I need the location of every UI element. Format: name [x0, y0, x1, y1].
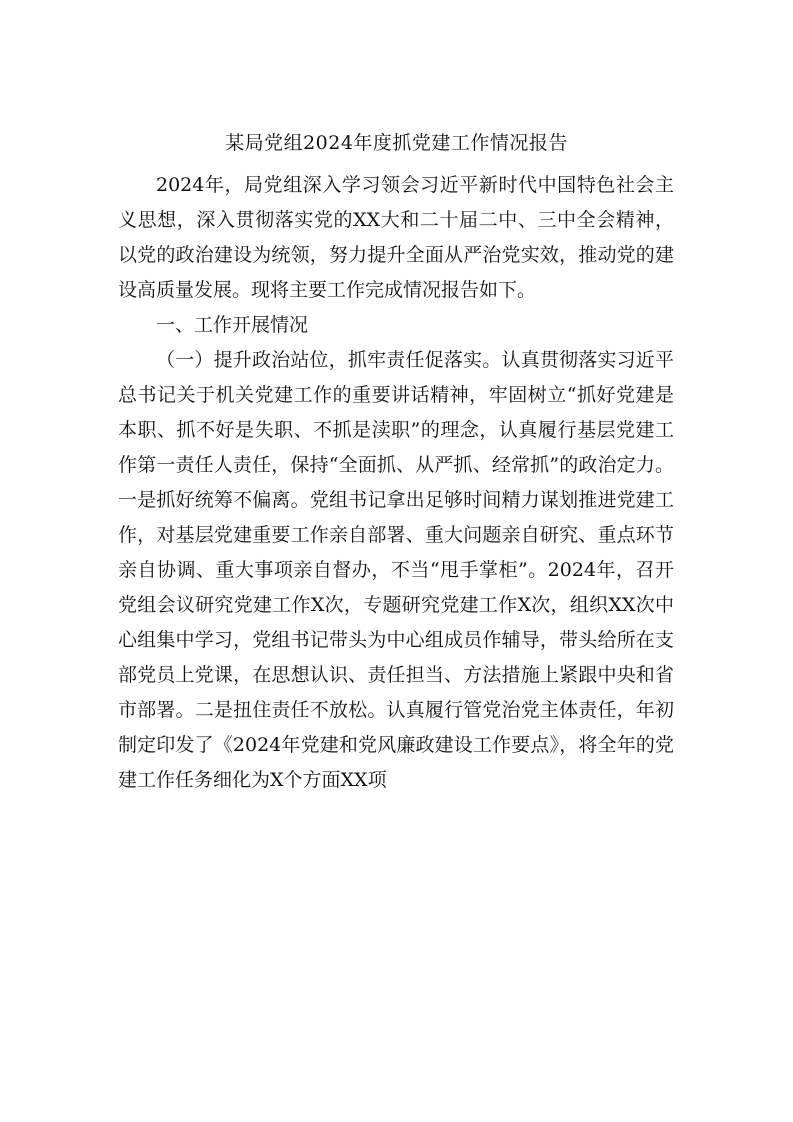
section-paragraph: （一）提升政治站位，抓牢责任促落实。认真贯彻落实习近平总书记关于机关党建工作的重要讲话精神，牢固树立“抓好党建是本职、抓不好是失职、不抓是渎职”的理念，认真履行基层党建工作第一责任人责任，保持“全面抓、从严抓、经常抓”的政治定力。一是抓好统筹不偏离。党组书记拿出足够时间精力谋划推进党建工作，对基层党建重要工作亲自部署、重大问题亲自研究、重点环节亲自协调、重大事项亲自督办，不当“甩手掌柜”。2024年，召开党组会议研究党建工作X次，专题研究党建工作X次，组织XX次中心组集中学习，党组书记带头为中心组成员作辅导，带头给所在支部党员上党课，在思想认识、责任担当、方法措施上紧跟中央和省市部署。二是扭住责任不放松。认真履行管党治党主体责任，年初制定印发了《2024年党建和党风廉政建设工作要点》，将全年的党建工作任务细化为X个方面XX项 [118, 349, 674, 791]
document-title: 某局党组2024年度抓党建工作情况报告 [225, 132, 568, 154]
document-body [118, 168, 674, 798]
section-heading: 一、工作开展情况 [156, 314, 309, 336]
intro-paragraph: 2024年，局党组深入学习领会习近平新时代中国特色社会主义思想，深入贯彻落实党的XX大和二十届二中、三中全会精神，以党的政治建设为统领，努力提升全面从严治党实效，推动党的建设高质量发展。现将主要工作完成情况报告如下。 [118, 174, 674, 301]
